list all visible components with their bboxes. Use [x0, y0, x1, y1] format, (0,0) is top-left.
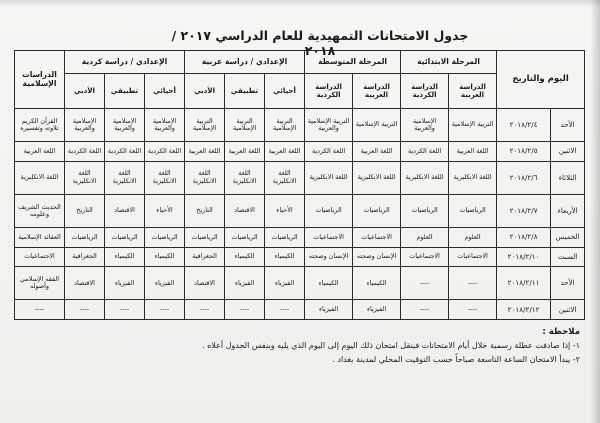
subject-cell: الإنسان وصحته [353, 247, 401, 267]
subject-cell: اللغة الانكليزية [105, 161, 145, 194]
subject-cell: التربية الإسلامية [225, 109, 265, 142]
subject-cell: اللغة الانكليزية [401, 161, 449, 194]
subheader-cell: أحيائي [265, 74, 305, 109]
subject-cell: الاجتماعيات [15, 247, 65, 267]
date-cell: ٢٠١٨/٢/١١ [497, 267, 551, 300]
date-cell: ٢٠١٨/٢/١٠ [497, 247, 551, 267]
day-cell: الثلاثاء [551, 161, 585, 194]
subject-cell: الكيمياء [225, 247, 265, 267]
subject-cell: الفقه الإسلامي وأصوله [15, 267, 65, 300]
subject-cell: العلوم [401, 228, 449, 248]
subject-cell: العلوم [449, 228, 497, 248]
subject-cell: الإسلامية والعربية [145, 109, 185, 142]
table-row [15, 194, 585, 227]
subject-cell: اللغة الانكليزية [265, 161, 305, 194]
subject-cell: الاجتماعيات [449, 247, 497, 267]
subject-cell: ---- [449, 267, 497, 300]
notes-section [100, 325, 580, 367]
subject-cell: التربية الإسلامية والعربية [305, 109, 353, 142]
subject-cell: التربية الإسلامية [265, 109, 305, 142]
subject-cell: الحديث الشريف وعلومه [15, 194, 65, 227]
subject-cell: اللغة العربية [265, 142, 305, 162]
subject-cell: التاريخ [185, 194, 225, 227]
subject-cell: الكيمياء [305, 267, 353, 300]
day-cell: الخميس [551, 228, 585, 248]
day-cell: الأربعاء [551, 194, 585, 227]
subheader-cell: الدراسة العربية [449, 74, 497, 109]
subheader-cell: الدراسة العربية [353, 74, 401, 109]
date-cell: ٢٠١٨/٢/٤ [497, 109, 551, 142]
subheader-cell: الأدبي [185, 74, 225, 109]
day-cell: السبت [551, 247, 585, 267]
subject-cell: الاجتماعيات [353, 228, 401, 248]
subject-cell: الكيمياء [265, 247, 305, 267]
subject-cell: الفيزياء [265, 267, 305, 300]
table-row [15, 267, 585, 300]
subject-cell: العقائد الإسلامية [15, 228, 65, 248]
subject-cell: ---- [265, 300, 305, 320]
schedule-body [15, 109, 585, 320]
schedule-table-wrapper [14, 50, 584, 320]
subject-cell: الاجتماعيات [305, 228, 353, 248]
scan-shadow [0, 0, 600, 8]
subject-cell: الجغرافية [65, 247, 105, 267]
subject-cell: التربية الإسلامية [353, 109, 401, 142]
subject-cell: التاريخ [65, 194, 105, 227]
subheader-cell: الدراسة الكردية [401, 74, 449, 109]
subject-cell: ---- [401, 300, 449, 320]
subject-cell: اللغة الانكليزية [225, 161, 265, 194]
subject-cell: الفيزياء [353, 300, 401, 320]
subject-cell: الاجتماعيات [401, 247, 449, 267]
subject-cell: الأحياء [265, 194, 305, 227]
subject-cell: الرياضيات [449, 194, 497, 227]
subject-cell: ---- [225, 300, 265, 320]
day-cell: الأحد [551, 267, 585, 300]
subject-cell: الفيزياء [105, 267, 145, 300]
subject-cell: اللغة الانكليزية [305, 161, 353, 194]
header-group-prep-kurdish: الإعدادي / دراسة كردية [65, 51, 185, 74]
subject-cell: الإسلامية والعربية [401, 109, 449, 142]
subject-cell: الرياضيات [305, 194, 353, 227]
subject-cell: الرياضيات [265, 228, 305, 248]
subheader-cell: أحيائي [145, 74, 185, 109]
subject-cell: الأحياء [145, 194, 185, 227]
exam-schedule-table [14, 50, 585, 320]
subject-cell: الكيمياء [145, 247, 185, 267]
table-row [15, 142, 585, 162]
header-group-primary: المرحلة الابتدائية [401, 51, 497, 74]
date-cell: ٢٠١٨/٢/٨ [497, 228, 551, 248]
subject-cell: الرياضيات [225, 228, 265, 248]
subject-cell: اللغة العربية [185, 142, 225, 162]
subject-cell: ---- [15, 300, 65, 320]
subject-cell: اللغة العربية [449, 142, 497, 162]
day-cell: الاثنين [551, 142, 585, 162]
subject-cell: اللغة الكردية [65, 142, 105, 162]
subject-cell: الكيمياء [105, 247, 145, 267]
subject-cell: الرياضيات [65, 228, 105, 248]
subheader-cell: تطبيقي [105, 74, 145, 109]
subject-cell: الرياضيات [353, 194, 401, 227]
subject-cell: اللغة الكردية [401, 142, 449, 162]
subject-cell: الاقتصاد [105, 194, 145, 227]
subheader-cell: الدراسة الكردية [305, 74, 353, 109]
subject-cell: القرآن الكريم تلاوته وتفسيره [15, 109, 65, 142]
subject-cell: الفيزياء [225, 267, 265, 300]
table-row [15, 228, 585, 248]
subject-cell: اللغة الانكليزية [353, 161, 401, 194]
header-group-intermediate: المرحلة المتوسطة [305, 51, 401, 74]
date-cell: ٢٠١٨/٢/٥ [497, 142, 551, 162]
subject-cell: ---- [145, 300, 185, 320]
subject-cell: الإسلامية والعربية [105, 109, 145, 142]
header-group-row [15, 51, 585, 74]
table-row [15, 247, 585, 267]
header-group-prep-arabic: الإعدادي / دراسة عربية [185, 51, 305, 74]
subject-cell: الاقتصاد [65, 267, 105, 300]
note-item: ١- إذا صادفت عطلة رسمية خلال أيام الامتحانات فينقل امتحان ذلك اليوم إلى اليوم الذي يليه وبنفس الجدول أعلاه . [202, 341, 580, 350]
subject-cell: ---- [401, 267, 449, 300]
document-title: جدول الامتحانات التمهيدية للعام الدراسي ٢٠١٧ / ٢٠١٨ [171, 28, 469, 58]
subject-cell: اللغة الكردية [145, 142, 185, 162]
day-cell: الاثنين [551, 300, 585, 320]
subject-cell: ---- [449, 300, 497, 320]
table-row [15, 109, 585, 142]
day-cell: الأحد [551, 109, 585, 142]
subject-cell: الرياضيات [105, 228, 145, 248]
subject-cell: الاقتصاد [225, 194, 265, 227]
subject-cell: ---- [105, 300, 145, 320]
subject-cell: اللغة الانكليزية [145, 161, 185, 194]
subject-cell: اللغة الكردية [105, 142, 145, 162]
subject-cell: اللغة العربية [15, 142, 65, 162]
subject-cell: اللغة العربية [353, 142, 401, 162]
subject-cell: الكيمياء [353, 267, 401, 300]
subject-cell: الرياضيات [185, 228, 225, 248]
subject-cell: اللغة العربية [225, 142, 265, 162]
subject-cell: الفيزياء [305, 300, 353, 320]
subject-cell: الإسلامية والعربية [65, 109, 105, 142]
subheader-cell: تطبيقي [225, 74, 265, 109]
subject-cell: الاقتصاد [185, 267, 225, 300]
subject-cell: اللغة الانكليزية [65, 161, 105, 194]
subject-cell: ---- [185, 300, 225, 320]
subject-cell: الفيزياء [145, 267, 185, 300]
subject-cell: اللغة الكردية [305, 142, 353, 162]
subject-cell: اللغة الانكليزية [449, 161, 497, 194]
subject-cell: الرياضيات [145, 228, 185, 248]
table-row [15, 161, 585, 194]
subject-cell: اللغة الانكليزية [15, 161, 65, 194]
subject-cell: التربية الإسلامية [185, 109, 225, 142]
subheader-cell: الأدبي [65, 74, 105, 109]
header-day-date: اليوم والتاريخ [497, 51, 585, 109]
date-cell: ٢٠١٨/٢/٦ [497, 161, 551, 194]
subject-cell: الجغرافية [185, 247, 225, 267]
header-group-islamic-studies: الدراسات الإسلامية [15, 51, 65, 109]
subject-cell: التربية الإسلامية [449, 109, 497, 142]
table-row [15, 300, 585, 320]
subject-cell: الرياضيات [401, 194, 449, 227]
subject-cell: اللغة الانكليزية [185, 161, 225, 194]
scan-edge-shadow [590, 0, 600, 423]
date-cell: ٢٠١٨/٢/١٢ [497, 300, 551, 320]
date-cell: ٢٠١٨/٢/٧ [497, 194, 551, 227]
subject-cell: ---- [65, 300, 105, 320]
notes-heading: ملاحظة : [542, 327, 580, 337]
subject-cell: الإنسان وصحته [305, 247, 353, 267]
note-item: ٢- يبدأ الامتحان الساعة التاسعة صباحاً حسب التوقيت المحلي لمدينة بغداد . [332, 355, 580, 364]
